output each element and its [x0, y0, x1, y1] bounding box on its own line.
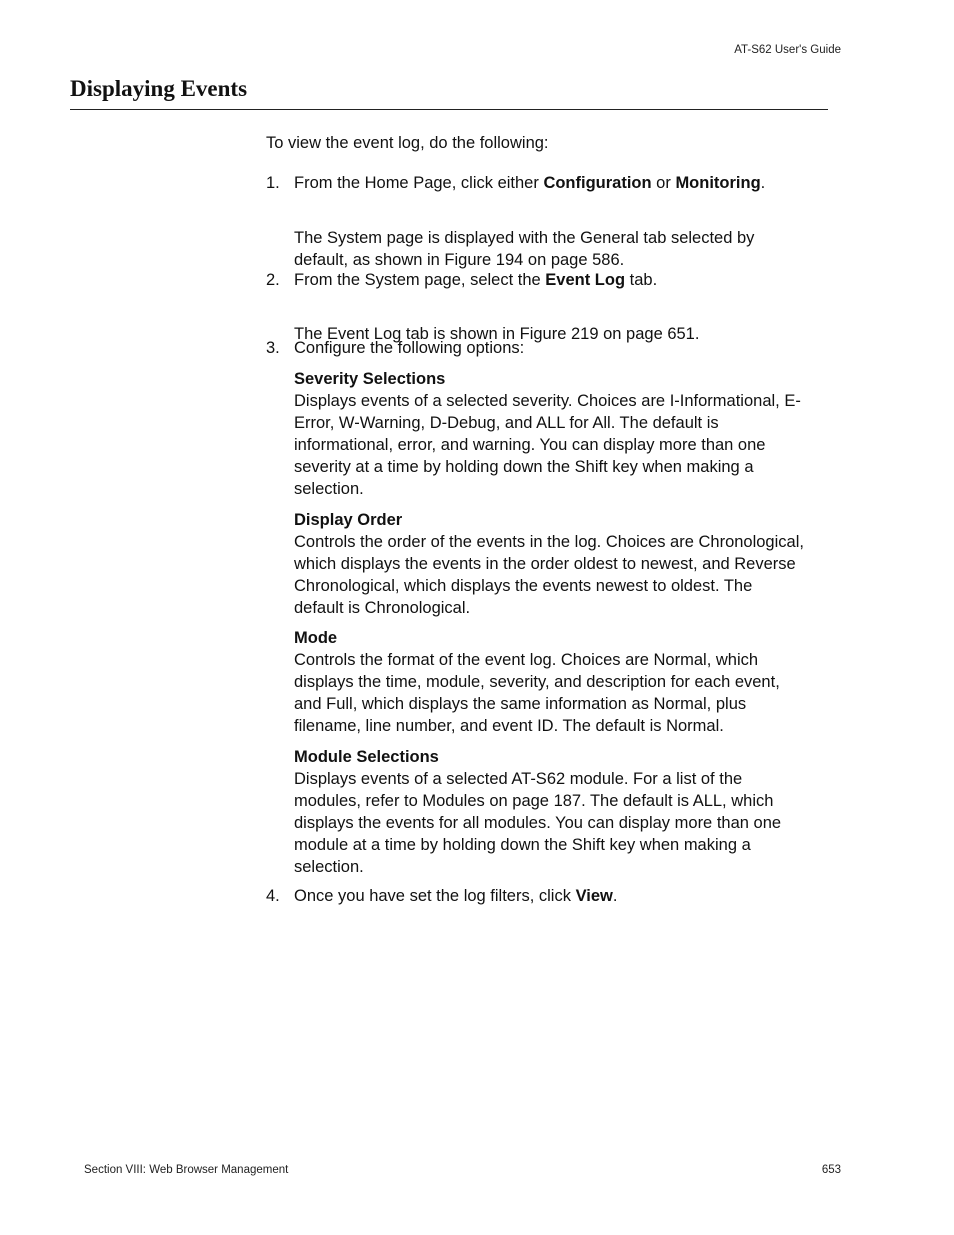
footer-section: Section VIII: Web Browser Management [84, 1164, 289, 1176]
document-body [266, 132, 806, 922]
option-heading: Mode [294, 629, 338, 647]
step-text: From the System page, select the Event Log tab. [294, 271, 658, 289]
step-number: 1. [266, 174, 280, 192]
option-module-selections [294, 746, 804, 878]
step-2-note: The Event Log tab is shown in Figure 219 on page 651. [294, 324, 700, 343]
step-number: 4. [266, 887, 280, 905]
option-severity-selections [294, 368, 804, 500]
step-1-note: The System page is displayed with the General tab selected by default, as shown in Figure 194 on page 586. [294, 228, 755, 269]
title-divider [70, 109, 828, 110]
step-number: 3. [266, 339, 280, 357]
option-display-order [294, 509, 804, 619]
option-heading: Severity Selections [294, 370, 446, 388]
option-mode [294, 627, 804, 737]
intro-paragraph: To view the event log, do the following: [266, 134, 549, 152]
option-heading: Display Order [294, 511, 403, 529]
page-number: 653 [821, 1164, 841, 1176]
option-description: Displays events of a selected severity. Choices are I-Informational, E-Error, W-Warning, D-Debug, and ALL for All. The default is informational, error, and warning. You can display more than one severity at a time by holding down the Shift key when making a selection. [294, 392, 801, 498]
option-description: Controls the order of the events in the log. Choices are Chronological, which displays the events in the order oldest to newest, and Reverse Chronological, which displays the events newest to oldest. The default is Chronological. [294, 533, 804, 617]
option-description: Displays events of a selected AT-S62 module. For a list of the modules, refer to Modules on page 187. The default is ALL, which displays the events for all modules. You can display more than one module at a time by holding down the Shift key when making a selection. [294, 770, 782, 876]
step-text: Configure the following options: [294, 339, 525, 357]
option-heading: Module Selections [294, 748, 439, 766]
step-text: Once you have set the log filters, click View. [294, 887, 618, 905]
option-description: Controls the format of the event log. Choices are Normal, which displays the time, module, severity, and description for each event, and Full, which displays the same information as Normal, plus filename, line number, and event ID. The default is Normal. [294, 651, 780, 735]
running-header: AT-S62 User's Guide [734, 44, 841, 56]
page-title: Displaying Events [70, 76, 248, 101]
step-number: 2. [266, 271, 280, 289]
step-text: From the Home Page, click either Configuration or Monitoring. [294, 174, 766, 192]
